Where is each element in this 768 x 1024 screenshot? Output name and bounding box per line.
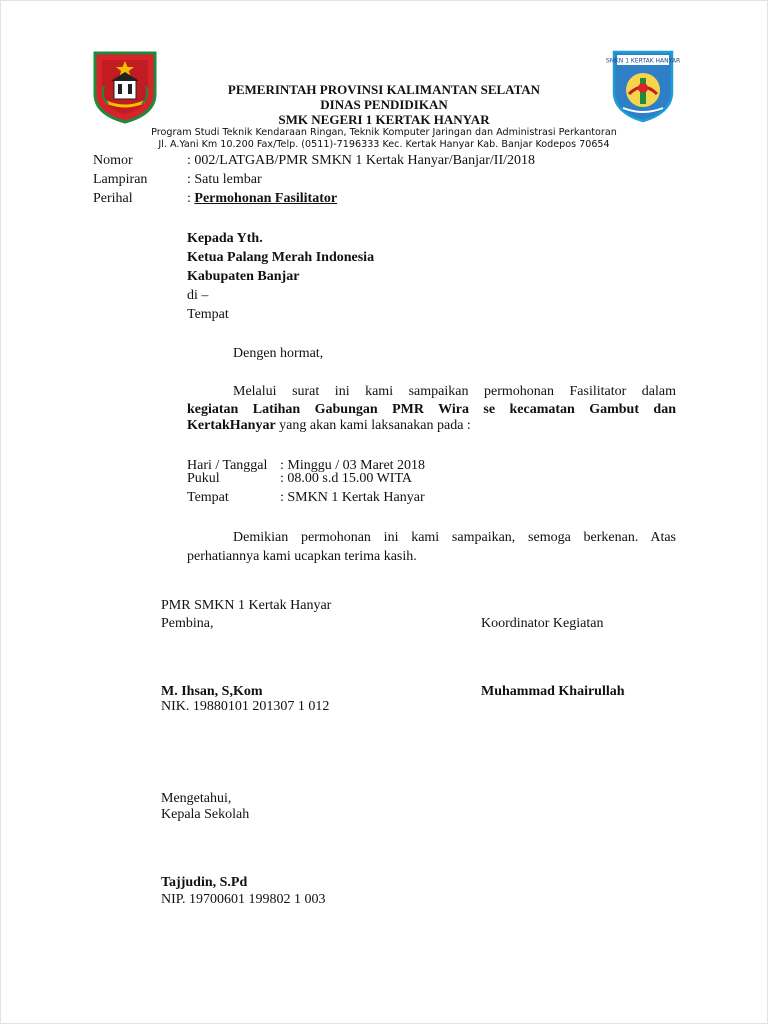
lampiran-label: Lampiran	[93, 172, 148, 187]
perihal-value: Permohonan Fasilitator	[194, 191, 338, 206]
closing-line-1: Demikian permohonan ini kami sampaikan, semoga berkenan. Atas	[233, 530, 676, 545]
paragraph-1-line-2: kegiatan Latihan Gabungan PMR Wira se kecamatan Gambut dan	[187, 402, 676, 417]
closing-line-2: perhatiannya kami ucapkan terima kasih.	[187, 549, 417, 564]
signature-left-id: NIK. 19880101 201307 1 012	[161, 699, 330, 714]
letterhead-line-1: PEMERINTAH PROVINSI KALIMANTAN SELATAN	[227, 82, 541, 97]
recipient-line-2: Ketua Palang Merah Indonesia	[187, 250, 375, 265]
nomor-value: : 002/LATGAB/PMR SMKN 1 Kertak Hanyar/Banjar/II/2018	[187, 153, 536, 168]
perihal-row	[187, 190, 337, 207]
acknowledged-role: Kepala Sekolah	[161, 807, 250, 822]
schedule-hari-value: : Minggu / 03 Maret 2018	[280, 458, 426, 473]
recipient-line-3: Kabupaten Banjar	[187, 269, 300, 284]
schedule-tempat-label: Tempat	[187, 490, 229, 505]
perihal-colon: :	[187, 191, 195, 206]
signature-right-name: Muhammad Khairullah	[481, 684, 625, 699]
signature-left-name: M. Ihsan, S,Kom	[161, 684, 263, 699]
schedule-hari-label: Hari / Tanggal	[187, 458, 268, 473]
greeting: Dengen hormat,	[233, 346, 324, 361]
signature-org: PMR SMKN 1 Kertak Hanyar	[161, 598, 332, 613]
letterhead-programs: Program Studi Teknik Kendaraan Ringan, Teknik Komputer Jaringan dan Administrasi Perkantoran	[151, 127, 617, 138]
perihal-label: Perihal	[93, 191, 133, 206]
paragraph-1-bold-text: KertakHanyar	[187, 418, 276, 433]
lampiran-value: : Satu lembar	[187, 172, 262, 187]
schedule-tempat-value: : SMKN 1 Kertak Hanyar	[280, 490, 425, 505]
schedule-pukul-value: : 08.00 s.d 15.00 WITA	[280, 471, 413, 486]
letterhead-address: Jl. A.Yani Km 10.200 Fax/Telp. (0511)-7196333 Kec. Kertak Hanyar Kab. Banjar Kodepos 70654	[158, 139, 610, 150]
letterhead-line-2: DINAS PENDIDIKAN	[320, 97, 448, 112]
head-name: Tajjudin, S.Pd	[161, 875, 248, 890]
school-logo-banner-text: SMKN 1 KERTAK HANYAR	[605, 57, 681, 65]
recipient-line-1: Kepada Yth.	[187, 231, 263, 246]
acknowledged-label: Mengetahui,	[161, 791, 232, 806]
signature-right-role: Koordinator Kegiatan	[481, 616, 604, 631]
schedule-pukul-label: Pukul	[187, 471, 220, 486]
paragraph-1-line-1: Melalui surat ini kami sampaikan permohonan Fasilitator dalam	[233, 384, 676, 399]
head-id: NIP. 19700601 199802 1 003	[161, 892, 326, 907]
paragraph-1-line-3	[187, 417, 471, 434]
letterhead-line-3: SMK NEGERI 1 KERTAK HANYAR	[278, 112, 490, 127]
paragraph-1-rest-text: yang akan kami laksanakan pada :	[275, 418, 471, 433]
nomor-label: Nomor	[93, 153, 133, 168]
recipient-line-5: Tempat	[187, 307, 229, 322]
signature-left-role: Pembina,	[161, 616, 214, 631]
recipient-line-4: di –	[187, 288, 209, 303]
